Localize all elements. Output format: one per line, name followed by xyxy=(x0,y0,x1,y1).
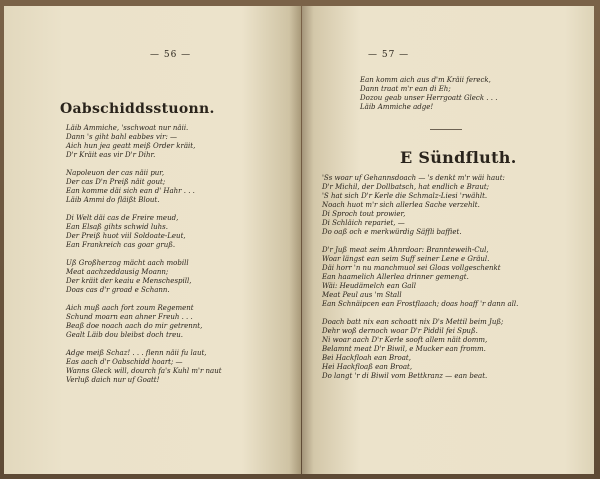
verse-line: Ean Frankreich cas goar gruß. xyxy=(66,241,176,249)
verse-line: Dann 's giht bahl eabbes vir: — xyxy=(66,133,178,141)
verse-line: D'r Juß meat seim Ahnrdoar: Brannteweih-Cul, xyxy=(322,246,489,254)
verse-line: Wäi: Heudämelch ean Gall xyxy=(322,282,416,290)
stanza-gap xyxy=(66,250,222,259)
verse-line: Aich hun jea geatt meiß Order kräit, xyxy=(66,142,196,150)
verse-line: Meat aachzeddausig Moann; xyxy=(66,268,169,276)
verse-line: Do oaß och e merkwürdig Säffli baffiet. xyxy=(322,228,462,236)
stanza xyxy=(66,214,222,250)
verse-line: Dozou geab unser Herrgoatt Gleck . . . xyxy=(360,94,498,102)
verse-line: Meat Peul aus 'm Stall xyxy=(322,291,402,299)
verse-line: Der kräit der keaiu e Menschespill, xyxy=(66,277,192,285)
stanza-gap xyxy=(66,160,222,169)
verse-line: Napoleuon der cas näii pur, xyxy=(66,169,165,177)
verse-line: 'Ss woar uf Gehannsdoach — 's denkt m'r wäi haut: xyxy=(322,174,505,182)
verse-line: Läib Ammiche adge! xyxy=(360,103,434,111)
page-number: — 57 — xyxy=(368,50,410,60)
verse-line: Ean Elsaß gihts schwid luhs. xyxy=(66,223,168,231)
verse-line: 'S hat sich D'r Kerle die Schmalz-Liesi 'rwählt. xyxy=(322,192,488,200)
verse-line: Der Preiß huot viil Soldoate-Leut, xyxy=(66,232,186,240)
stanza-gap xyxy=(66,340,222,349)
left-page xyxy=(4,6,301,474)
poem-text xyxy=(66,124,222,385)
verse-line: Adge meiß Schaz! . . . flenn näii fu laut, xyxy=(66,349,207,357)
verse-line: Dann traat m'r ean di Eh; xyxy=(360,85,451,93)
verse-line: Läib Ammi do fläißt Blout. xyxy=(66,196,160,204)
stanza xyxy=(66,169,222,205)
stanza-gap xyxy=(322,309,518,318)
verse-line: Aich muß aach fort zoum Regement xyxy=(66,304,194,312)
stanza xyxy=(66,259,222,295)
verse-line: Di Welt däi cas de Freire meud, xyxy=(66,214,179,222)
poem-title: Oabschiddsstuonn. xyxy=(60,101,215,117)
verse-line: Bei Hackfloah ean Broat, xyxy=(322,354,411,362)
stanza xyxy=(66,304,222,340)
verse-line: Schund moarn ean ahner Freuh . . . xyxy=(66,313,193,321)
stanza-gap xyxy=(66,295,222,304)
verse-line: Eas aach d'r Oabschidd hoart; — xyxy=(66,358,183,366)
stanza xyxy=(322,174,518,237)
verse-line: Ean haamelich Allerlea drinner gemengt. xyxy=(322,273,469,281)
stanza xyxy=(66,349,222,385)
verse-line: Ean Schnäipcen ean Frostflaach; doas hoaff 'r dann all. xyxy=(322,300,519,308)
verse-line: Der cas D'n Preiß näit gout; xyxy=(66,178,166,186)
verse-line: Uß Großherzog mächt aach mobill xyxy=(66,259,189,267)
poem-title: E Sündfluth. xyxy=(400,148,517,167)
verse-line: Gealt Läib dou bleibst doch treu. xyxy=(66,331,183,339)
verse-line: Läib Ammiche, 'sschwoat nur näii. xyxy=(66,124,189,132)
verse-line: Ean komme däi sich ean d' Hahr . . . xyxy=(66,187,195,195)
verse-line: Verluß daich nur uf Goatt! xyxy=(66,376,160,384)
verse-line: Beaß doe noach aach do mir getrennt, xyxy=(66,322,203,330)
verse-line: D'r Michil, der Dollbatsch, hat endlich e Braut; xyxy=(322,183,490,191)
verse-line: Noach huot m'r sich allerlea Sache verzehlt. xyxy=(322,201,480,209)
verse-line: Hei Hackfloaß ean Broat, xyxy=(322,363,413,371)
verse-line: Belamnt meat D'r Biwil, e Mucker ean fromm. xyxy=(322,345,486,353)
stanza xyxy=(322,318,518,381)
verse-line: Woar längst ean seim Suff seiner Lene e Gräul. xyxy=(322,255,490,263)
verse-line: Dehr woß dernoch woar D'r Piddil fei Spuß. xyxy=(322,327,478,335)
verse-line: D'r Kräit eas vir D'r Dihr. xyxy=(66,151,156,159)
stanza xyxy=(322,246,518,309)
section-divider xyxy=(430,129,462,130)
stanza-gap xyxy=(322,237,518,246)
verse-line: Di Sproch tout prowier, xyxy=(322,210,406,218)
right-page xyxy=(302,6,594,474)
verse-line: Doach batt nix ean schoatt nix D's Mettil beim Juß; xyxy=(322,318,504,326)
stanza-gap xyxy=(66,205,222,214)
verse-line: Do langt 'r di Biwil vom Bettkranz — ean beat. xyxy=(322,372,488,380)
verse-line: Doas cas d'r groad e Schann. xyxy=(66,286,170,294)
carry-over-stanza xyxy=(360,76,497,112)
stanza xyxy=(66,124,222,160)
poem-text xyxy=(322,174,518,381)
verse-line: Di Schläich repariet, — xyxy=(322,219,405,227)
verse-line: Ean komm aich aus d'm Kräii fereck, xyxy=(360,76,491,84)
verse-line: Wanns Gleck will, dourch fa's Kuhl m'r naut xyxy=(66,367,222,375)
verse-line: Däi horr 'n nu manchmuol sei Gloas vollgeschenkt xyxy=(322,264,501,272)
page-number: — 56 — xyxy=(150,50,192,60)
verse-line: Ni woar aach D'r Kerle sooft allem näit domm, xyxy=(322,336,488,344)
